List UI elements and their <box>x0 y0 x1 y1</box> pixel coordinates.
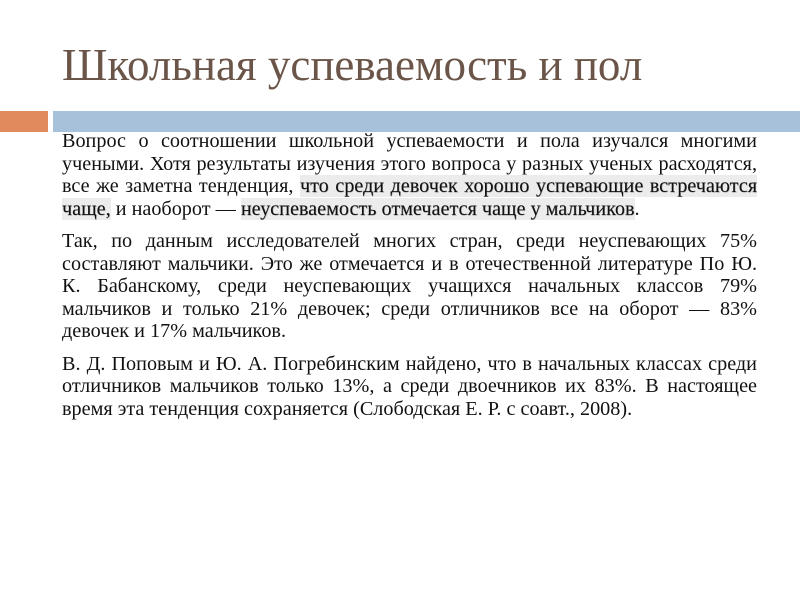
title-divider-bar <box>53 111 800 132</box>
paragraph-2: Так, по данным исследователей многих стран, среди неуспевающих 75% составляют мальчики. Это же отмечается и в отечественной литературе По Ю. К. Бабанскому, среди неуспевающих учащихся начальных классов 79% мальчиков и только 21% девочек; среди отличников все на оборот — 83% девочек и 17% мальчиков. <box>62 230 757 342</box>
paragraph-1-highlight-girls: что среди девочек хорошо успевающие встречаются чаще, <box>62 175 757 220</box>
slide-title: Школьная успеваемость и пол <box>62 40 643 90</box>
paragraph-3: В. Д. Поповым и Ю. А. Погребинским найдено, что в начальных классах среди отличников мальчиков только 13%, а среди двоечников их 83%. В настоящее время эта тенденция сохраняется (Слободская Е. Р. с соавт., 2008). <box>62 352 757 420</box>
paragraph-1-text-a: Вопрос о соотношении школьной успеваемости и пола изучался многими учеными. Хотя результаты изучения этого вопроса у разных ученых расходятся, все же заметна тенденция, <box>62 130 757 197</box>
paragraph-1-text-b: и наоборот — <box>110 197 241 220</box>
paragraph-1 <box>62 130 757 220</box>
title-accent-bar <box>0 111 48 132</box>
paragraph-1-text-c: . <box>634 197 640 220</box>
paragraph-1-highlight-boys: неуспеваемость отмечается чаще у мальчиков <box>240 197 635 220</box>
slide-body <box>62 130 757 430</box>
